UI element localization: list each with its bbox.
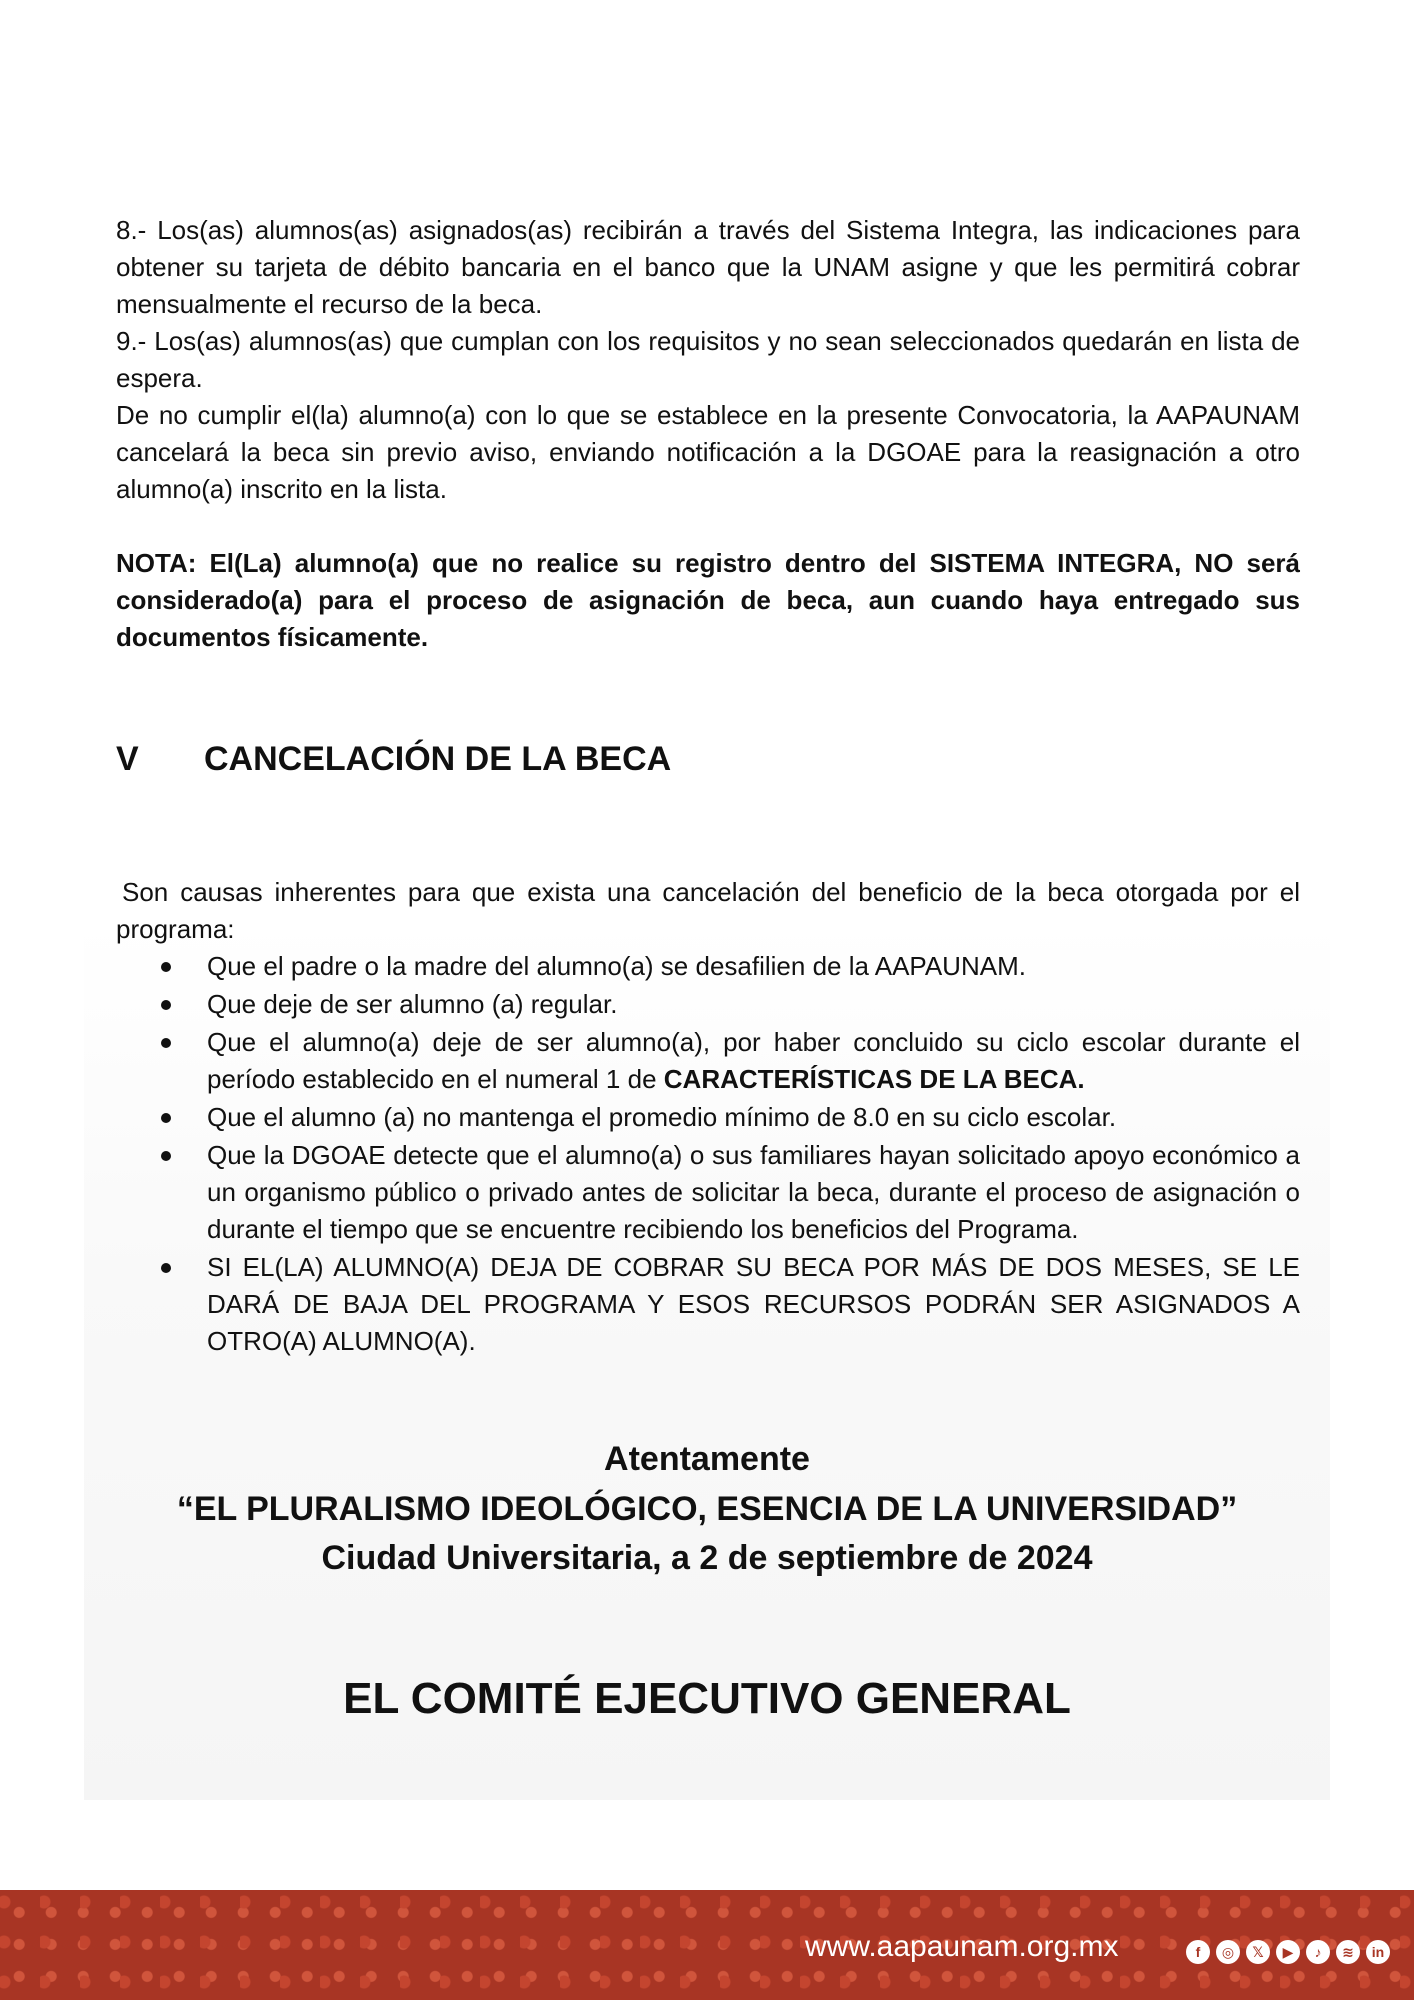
social-icons	[1186, 1940, 1390, 1964]
closing-motto: “EL PLURALISMO IDEOLÓGICO, ESENCIA DE LA UNIVERSIDAD”	[176, 1490, 1238, 1528]
list-item	[116, 1249, 1300, 1360]
causes-intro: Son causas inherentes para que exista una cancelación del beneficio de la beca otorgada por el programa:	[116, 877, 1300, 944]
linkedin-icon[interactable]: in	[1366, 1940, 1390, 1964]
closing-date: Ciudad Universitaria, a 2 de septiembre de 2024	[321, 1539, 1093, 1577]
list-item	[116, 1024, 1300, 1098]
youtube-icon[interactable]: ▶	[1276, 1940, 1300, 1964]
spotify-icon[interactable]: ≋	[1336, 1940, 1360, 1964]
paragraph-8: 8.- Los(as) alumnos(as) asignados(as) recibirán a través del Sistema Integra, las indicaciones para obtener su tarjeta de débito bancaria en el banco que la UNAM asigne y que les permitirá cobrar mensualmente el recurso de la beca.	[116, 215, 1300, 319]
list-item	[116, 986, 1300, 1023]
tiktok-icon[interactable]: ♪	[1306, 1940, 1330, 1964]
section-heading	[116, 740, 671, 779]
bullet-icon	[161, 1038, 171, 1048]
intro-section	[116, 212, 1300, 682]
paragraph-9: 9.- Los(as) alumnos(as) que cumplan con los requisitos y no sean seleccionados quedarán en lista de espera.	[116, 326, 1300, 393]
closing-atentamente: Atentamente	[604, 1440, 810, 1478]
instagram-icon[interactable]: ◎	[1216, 1940, 1240, 1964]
x-icon[interactable]: 𝕏	[1246, 1940, 1270, 1964]
list-item-bold-text: CARACTERÍSTICAS DE LA BECA.	[663, 1064, 1085, 1094]
list-item-text: Que el alumno(a) deje de ser alumno(a), por haber concluido su ciclo escolar durante el período establecido en el numeral 1 de	[207, 1027, 1300, 1094]
causes-list	[116, 948, 1300, 1360]
list-item-text: Que deje de ser alumno (a) regular.	[207, 989, 618, 1019]
nota-paragraph: NOTA: El(La) alumno(a) que no realice su registro dentro del SISTEMA INTEGRA, NO será considerado(a) para el proceso de asignación de beca, aun cuando haya entregado sus documentos físicamente.	[116, 548, 1300, 652]
bullet-icon	[161, 1000, 171, 1010]
list-item-text: Que el padre o la madre del alumno(a) se desafilien de la AAPAUNAM.	[207, 951, 1026, 981]
section-number: V	[116, 740, 139, 778]
facebook-icon[interactable]: f	[1186, 1940, 1210, 1964]
list-item-text: Que la DGOAE detecte que el alumno(a) o sus familiares hayan solicitado apoyo económico a un organismo público o privado antes de solicitar la beca, durante el proceso de asignación o durante el tiempo que se encuentre recibiendo los beneficios del Programa.	[207, 1140, 1300, 1244]
list-item	[116, 1099, 1300, 1136]
list-item-text: SI EL(LA) ALUMNO(A) DEJA DE COBRAR SU BECA POR MÁS DE DOS MESES, SE LE DARÁ DE BAJA DEL PROGRAMA Y ESOS RECURSOS PODRÁN SER ASIGNADOS A OTRO(A) ALUMNO(A).	[207, 1252, 1300, 1356]
website-link[interactable]: www.aapaunam.org.mx	[805, 1930, 1119, 1963]
list-item	[116, 948, 1300, 985]
paragraph-cancellation-note: De no cumplir el(la) alumno(a) con lo que se establece en la presente Convocatoria, la AAPAUNAM cancelará la beca sin previo aviso, enviando notificación a la DGOAE para la reasignación a otro alumno(a) inscrito en la lista.	[116, 400, 1300, 504]
section-title: CANCELACIÓN DE LA BECA	[204, 740, 672, 778]
signature-committee: EL COMITÉ EJECUTIVO GENERAL	[343, 1674, 1071, 1723]
list-item	[116, 1137, 1300, 1248]
list-item-text: Que el alumno (a) no mantenga el promedio mínimo de 8.0 en su ciclo escolar.	[207, 1102, 1117, 1132]
bullet-icon	[161, 962, 171, 972]
bullet-icon	[161, 1263, 171, 1273]
causes-section	[116, 874, 1300, 1361]
bullet-icon	[161, 1113, 171, 1123]
bullet-icon	[161, 1151, 171, 1161]
